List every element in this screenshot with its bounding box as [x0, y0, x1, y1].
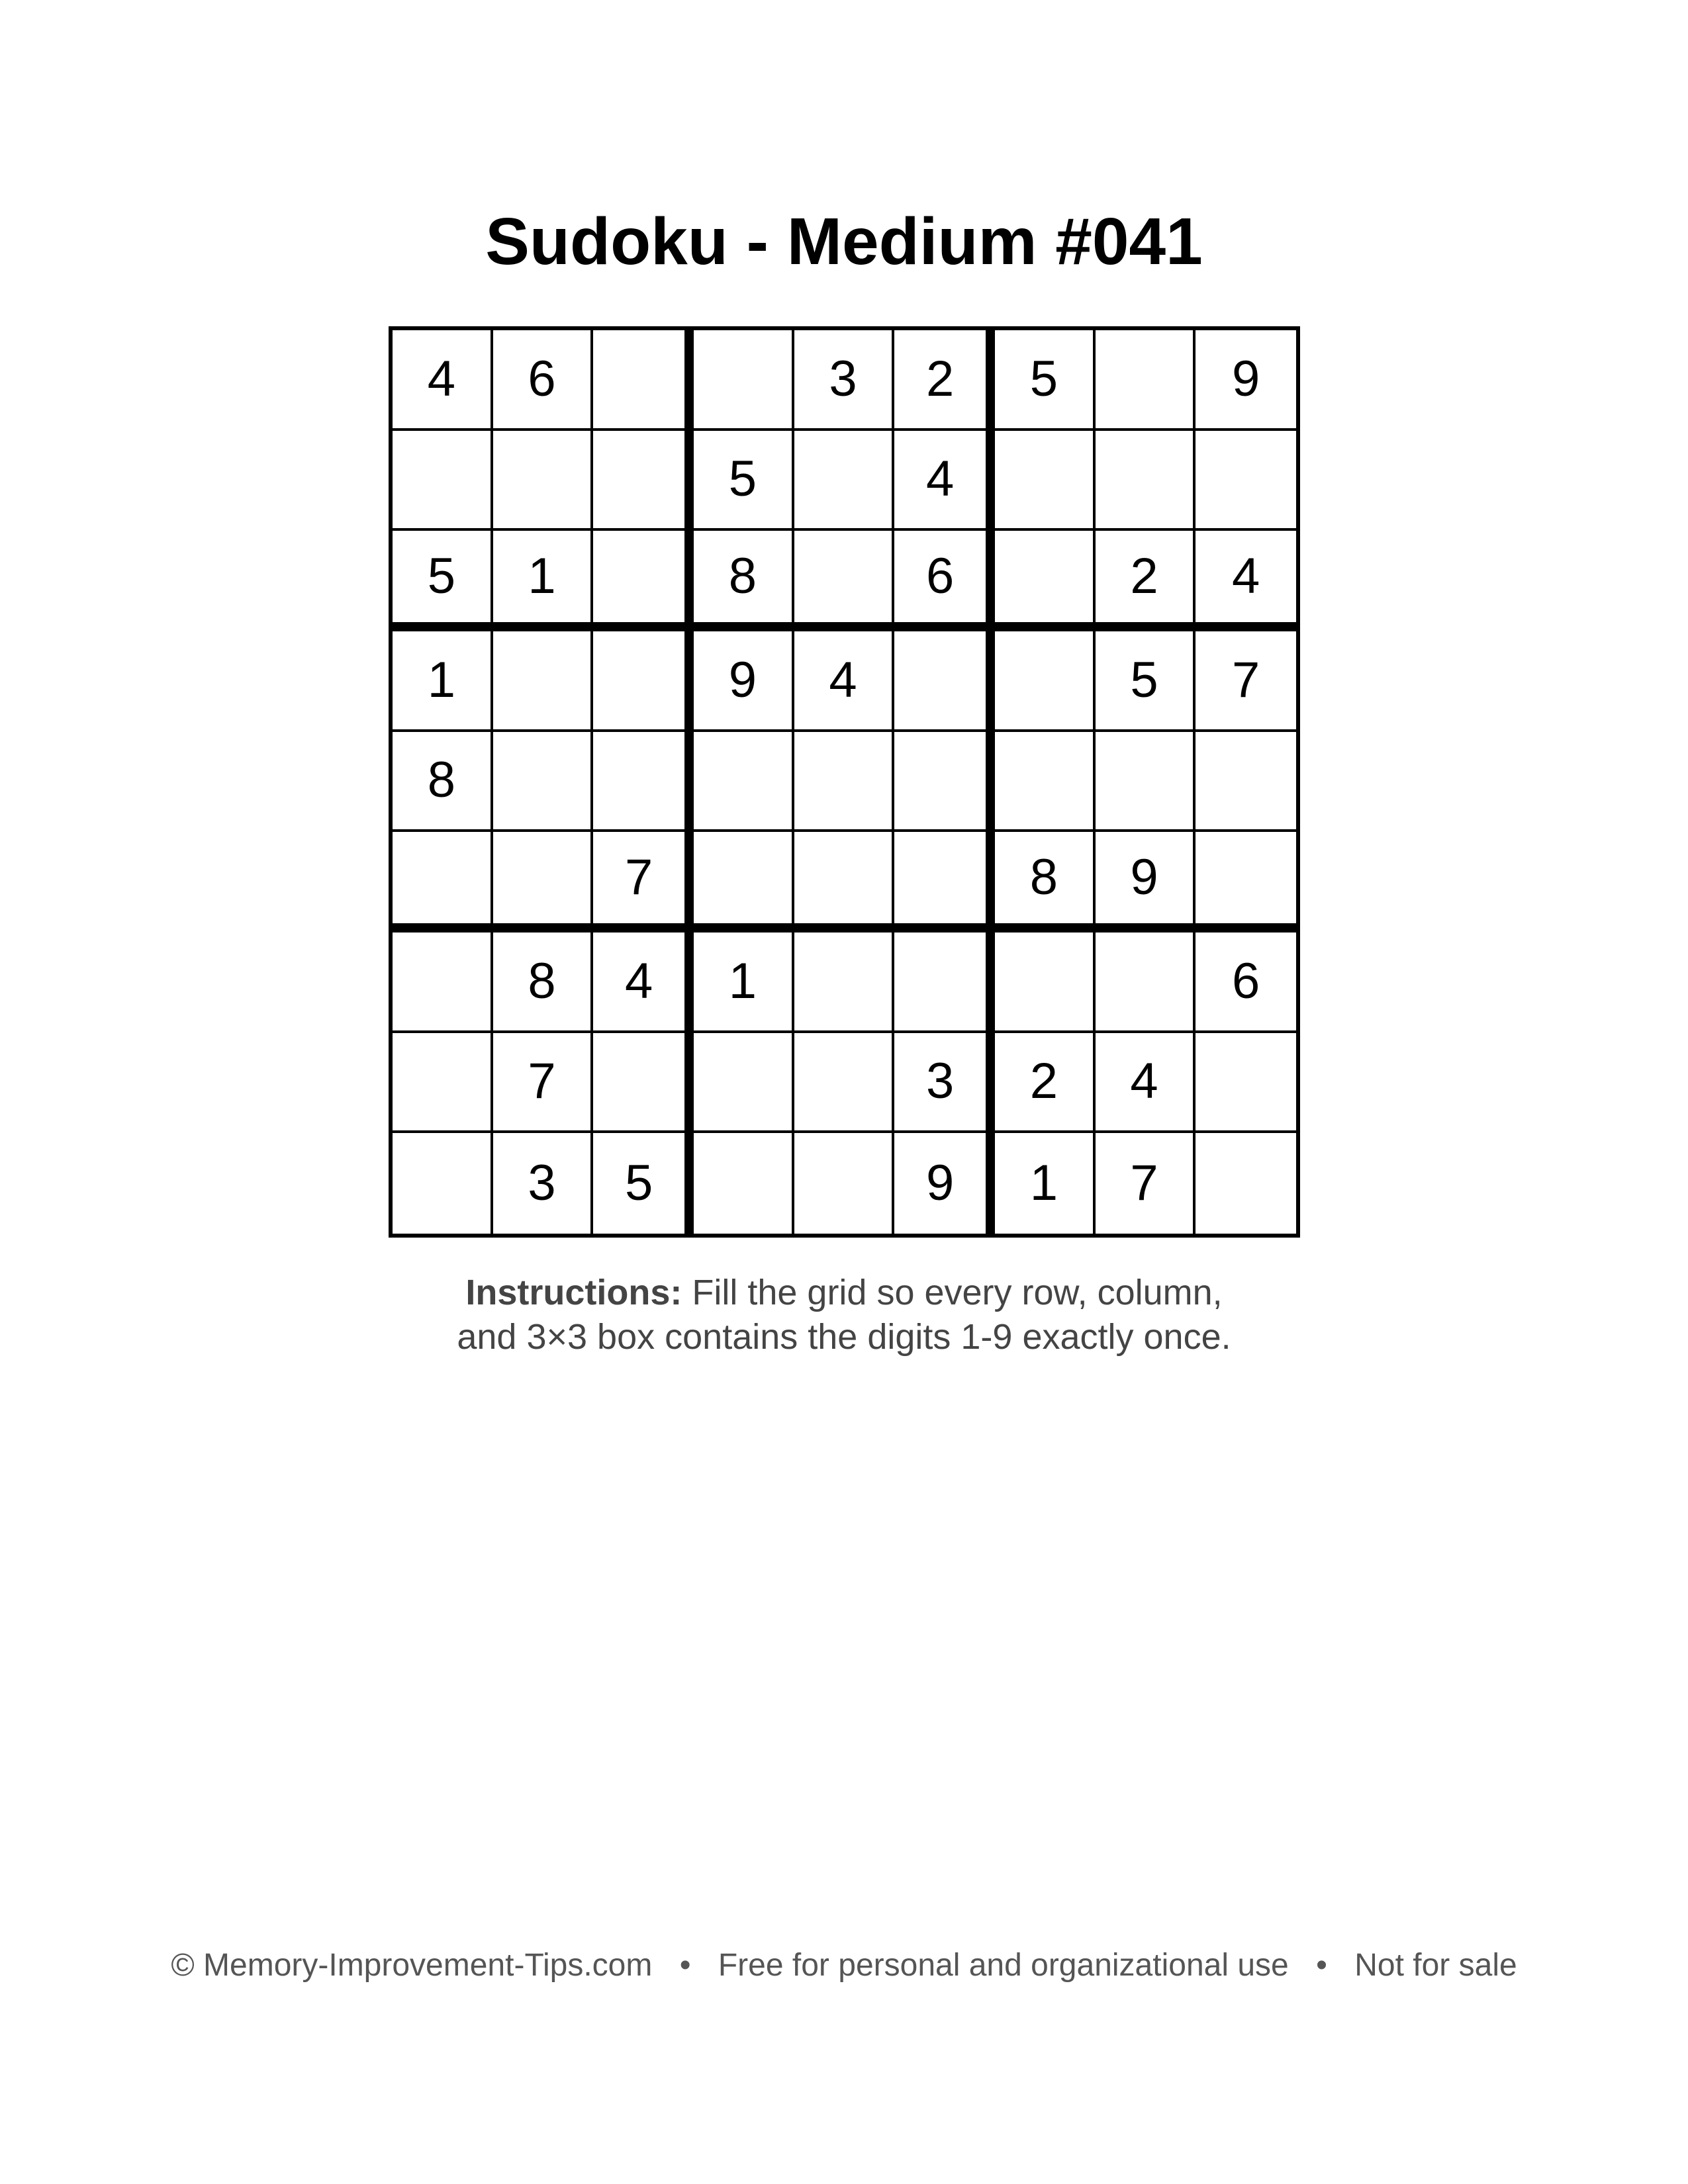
- empty-cell[interactable]: [593, 1033, 694, 1134]
- given-cell: 4: [1096, 1033, 1196, 1134]
- given-cell: 3: [894, 1033, 995, 1134]
- empty-cell[interactable]: [794, 531, 895, 631]
- empty-cell[interactable]: [794, 1133, 895, 1234]
- sudoku-grid: [389, 326, 1300, 1238]
- footer-separator: •: [1316, 1948, 1327, 1983]
- empty-cell[interactable]: [1096, 732, 1196, 833]
- empty-cell[interactable]: [1096, 330, 1196, 431]
- empty-cell[interactable]: [694, 1033, 794, 1134]
- empty-cell[interactable]: [995, 732, 1096, 833]
- instructions-line-1: Fill the grid so every row, column,: [692, 1273, 1223, 1312]
- empty-cell[interactable]: [894, 732, 995, 833]
- given-cell: 8: [694, 531, 794, 631]
- empty-cell[interactable]: [794, 732, 895, 833]
- given-cell: 9: [1196, 330, 1296, 431]
- given-cell: 3: [493, 1133, 594, 1234]
- empty-cell[interactable]: [593, 631, 694, 732]
- page-title: Sudoku - Medium #041: [485, 205, 1203, 279]
- given-cell: 5: [1096, 631, 1196, 732]
- footer-license: Free for personal and organizational use: [718, 1948, 1289, 1983]
- given-cell: 9: [1096, 832, 1196, 933]
- given-cell: 9: [894, 1133, 995, 1234]
- empty-cell[interactable]: [493, 431, 594, 531]
- empty-cell[interactable]: [794, 431, 895, 531]
- given-cell: 5: [995, 330, 1096, 431]
- empty-cell[interactable]: [995, 531, 1096, 631]
- empty-cell[interactable]: [694, 330, 794, 431]
- sudoku-board: [389, 326, 1300, 1238]
- empty-cell[interactable]: [1196, 1033, 1296, 1134]
- given-cell: 7: [1196, 631, 1296, 732]
- given-cell: 7: [593, 832, 694, 933]
- instructions-lead: Instructions:: [465, 1273, 682, 1312]
- given-cell: 5: [593, 1133, 694, 1234]
- empty-cell[interactable]: [1096, 431, 1196, 531]
- given-cell: 5: [694, 431, 794, 531]
- empty-cell[interactable]: [894, 832, 995, 933]
- empty-cell[interactable]: [995, 933, 1096, 1033]
- empty-cell[interactable]: [493, 832, 594, 933]
- given-cell: 8: [493, 933, 594, 1033]
- given-cell: 6: [1196, 933, 1296, 1033]
- given-cell: 1: [493, 531, 594, 631]
- given-cell: 6: [894, 531, 995, 631]
- given-cell: 1: [694, 933, 794, 1033]
- empty-cell[interactable]: [1096, 933, 1196, 1033]
- given-cell: 8: [393, 732, 493, 833]
- given-cell: 1: [995, 1133, 1096, 1234]
- empty-cell[interactable]: [894, 933, 995, 1033]
- given-cell: 5: [393, 531, 493, 631]
- empty-cell[interactable]: [593, 431, 694, 531]
- footer: [0, 1946, 1688, 1985]
- given-cell: 6: [493, 330, 594, 431]
- empty-cell[interactable]: [794, 933, 895, 1033]
- given-cell: 3: [794, 330, 895, 431]
- footer-copyright: © Memory-Improvement-Tips.com: [171, 1948, 653, 1983]
- empty-cell[interactable]: [995, 431, 1096, 531]
- given-cell: 7: [493, 1033, 594, 1134]
- instructions: [0, 1271, 1688, 1359]
- given-cell: 4: [1196, 531, 1296, 631]
- empty-cell[interactable]: [694, 1133, 794, 1234]
- empty-cell[interactable]: [393, 1133, 493, 1234]
- given-cell: 4: [794, 631, 895, 732]
- empty-cell[interactable]: [1196, 732, 1296, 833]
- footer-note: Not for sale: [1354, 1948, 1517, 1983]
- empty-cell[interactable]: [794, 832, 895, 933]
- empty-cell[interactable]: [493, 732, 594, 833]
- empty-cell[interactable]: [593, 531, 694, 631]
- instructions-line-2: and 3×3 box contains the digits 1-9 exactly once.: [457, 1317, 1231, 1357]
- empty-cell[interactable]: [1196, 832, 1296, 933]
- empty-cell[interactable]: [794, 1033, 895, 1134]
- given-cell: 7: [1096, 1133, 1196, 1234]
- given-cell: 1: [393, 631, 493, 732]
- footer-separator: •: [679, 1948, 691, 1983]
- empty-cell[interactable]: [1196, 431, 1296, 531]
- empty-cell[interactable]: [995, 631, 1096, 732]
- empty-cell[interactable]: [393, 1033, 493, 1134]
- empty-cell[interactable]: [593, 330, 694, 431]
- empty-cell[interactable]: [694, 732, 794, 833]
- given-cell: 4: [393, 330, 493, 431]
- empty-cell[interactable]: [694, 832, 794, 933]
- empty-cell[interactable]: [493, 631, 594, 732]
- given-cell: 8: [995, 832, 1096, 933]
- empty-cell[interactable]: [393, 933, 493, 1033]
- given-cell: 9: [694, 631, 794, 732]
- empty-cell[interactable]: [393, 832, 493, 933]
- empty-cell[interactable]: [393, 431, 493, 531]
- empty-cell[interactable]: [593, 732, 694, 833]
- given-cell: 4: [593, 933, 694, 1033]
- given-cell: 2: [894, 330, 995, 431]
- given-cell: 2: [995, 1033, 1096, 1134]
- given-cell: 2: [1096, 531, 1196, 631]
- empty-cell[interactable]: [1196, 1133, 1296, 1234]
- given-cell: 4: [894, 431, 995, 531]
- empty-cell[interactable]: [894, 631, 995, 732]
